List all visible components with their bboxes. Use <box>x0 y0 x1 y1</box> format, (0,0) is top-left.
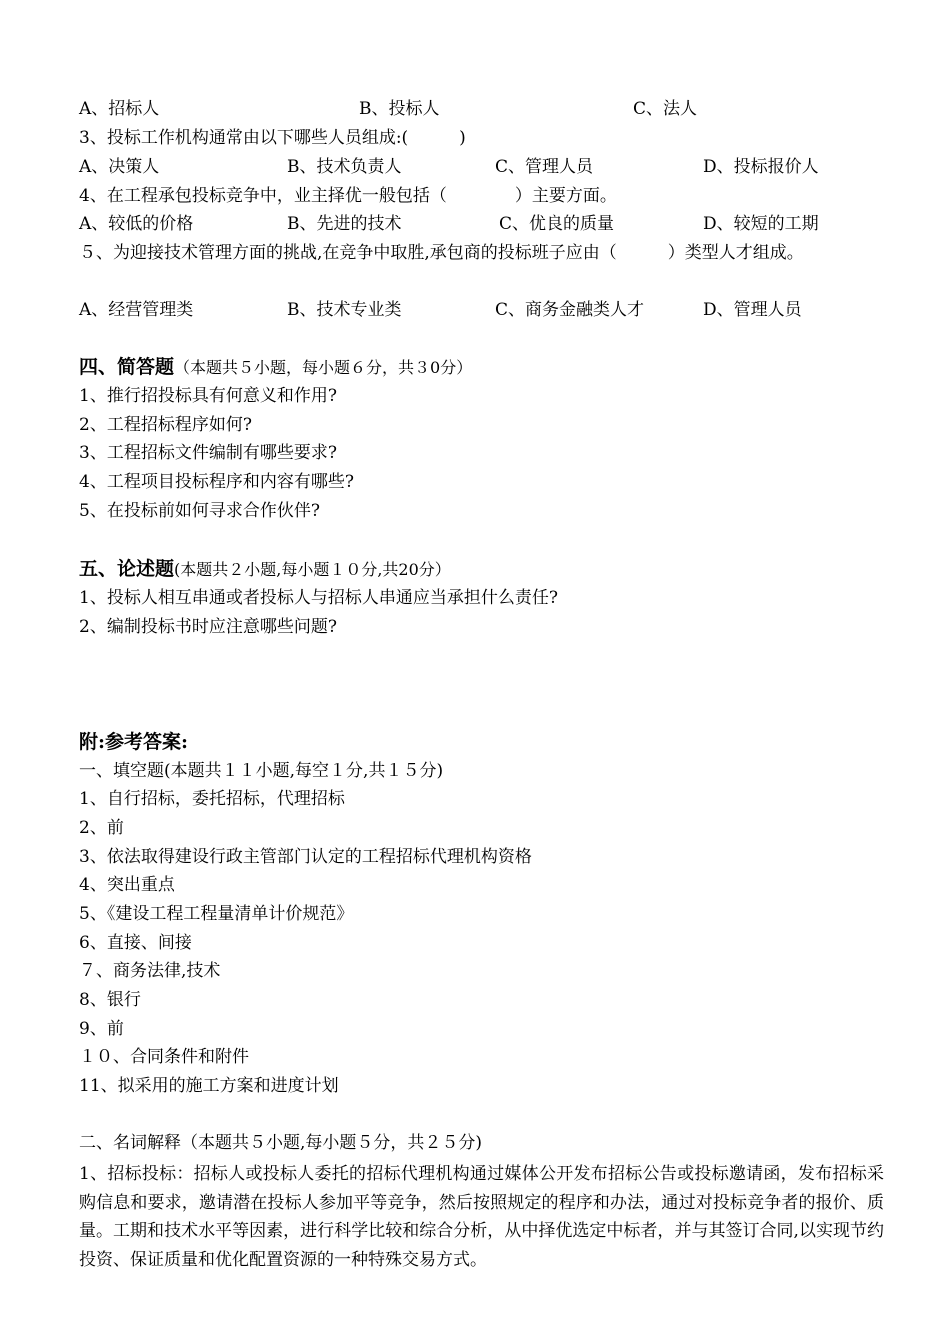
answer-fill-5: 5、《建设工程工程量清单计价规范》 <box>79 904 354 924</box>
q5-option-b: B、技术专业类 <box>287 300 402 320</box>
q2-option-a: A、招标人 <box>79 99 160 119</box>
answer-fill-6: 6、直接、间接 <box>79 933 192 953</box>
answer-term-1: 1、招标投标：招标人或投标人委托的招标代理机构通过媒体公开发布招标公告或投标邀请函，发布招标采购信息和要求，邀请潜在投标人参加平等竞争，然后按照规定的程序和办法，通过对投标竞争者的报价、质量。工期和技术水平等因素，进行科学比较和综合分析，从中择优选定中标者，并与其签订合同,以实现节约投资、保证质量和优化配置资源的一种特殊交易方式。 <box>79 1164 884 1270</box>
section4-item-4: 4、工程项目投标程序和内容有哪些? <box>79 472 354 492</box>
q5-option-c: C、商务金融类人才 <box>495 300 645 320</box>
answers-title: 附:参考答案: <box>79 731 189 753</box>
answer-fill-7: ７、商务法律,技术 <box>79 961 221 981</box>
q5-option-d: D、管理人员 <box>703 300 802 320</box>
answer-fill-10: １０、合同条件和附件 <box>79 1047 249 1067</box>
q4-question: 4、在工程承包投标竞争中，业主择优一般包括（ ）主要方面。 <box>79 186 617 206</box>
q3-option-d: D、投标报价人 <box>703 157 819 177</box>
q4-option-c: C、优良的质量 <box>499 214 615 234</box>
section4-note: （本题共５小题，每小题６分，共３0分） <box>174 358 473 377</box>
q4-option-b: B、先进的技术 <box>287 214 402 234</box>
answer-fill-8: 8、银行 <box>79 990 141 1010</box>
answer-fill-11: 11、拟采用的施工方案和进度计划 <box>79 1076 339 1096</box>
section5-title: 五、论述题 <box>79 558 175 580</box>
q3-option-a: A、决策人 <box>79 157 160 177</box>
answer-fill-9: 9、前 <box>79 1019 124 1039</box>
answer-fill-1: 1、自行招标，委托招标，代理招标 <box>79 789 345 809</box>
q2-option-b: B、投标人 <box>359 99 440 119</box>
q3-option-c: C、管理人员 <box>495 157 594 177</box>
section4-heading <box>79 355 472 380</box>
section4-item-2: 2、工程招标程序如何? <box>79 415 252 435</box>
section4-title: 四、简答题 <box>79 356 175 378</box>
q5-question: ５、为迎接技术管理方面的挑战,在竞争中取胜,承包商的投标班子应由（ ）类型人才组成。 <box>79 243 804 263</box>
answers-terms-heading: 二、名词解释（本题共５小题,每小题５分，共２５分) <box>79 1133 483 1153</box>
section4-item-3: 3、工程招标文件编制有哪些要求? <box>79 443 337 463</box>
q4-option-d: D、较短的工期 <box>703 214 819 234</box>
section5-note: (本题共２小题,每小题１０分,共20分） <box>174 560 451 579</box>
answer-fill-2: 2、前 <box>79 818 124 838</box>
section5-heading <box>79 557 451 582</box>
section5-item-1: 1、投标人相互串通或者投标人与招标人串通应当承担什么责任? <box>79 588 558 608</box>
q5-option-a: A、经营管理类 <box>79 300 194 320</box>
answer-fill-4: 4、突出重点 <box>79 875 175 895</box>
section5-item-2: 2、编制投标书时应注意哪些问题? <box>79 617 337 637</box>
answers-fill-heading: 一、填空题(本题共１１小题,每空１分,共１５分) <box>79 761 444 781</box>
answer-fill-3: 3、依法取得建设行政主管部门认定的工程招标代理机构资格 <box>79 847 532 867</box>
section4-item-5: 5、在投标前如何寻求合作伙伴? <box>79 501 320 521</box>
section4-item-1: 1、推行招投标具有何意义和作用? <box>79 386 337 406</box>
q2-option-c: C、法人 <box>633 99 698 119</box>
q4-option-a: A、较低的价格 <box>79 214 194 234</box>
q3-question: 3、投标工作机构通常由以下哪些人员组成:( ) <box>79 128 466 148</box>
q3-option-b: B、技术负责人 <box>287 157 402 177</box>
